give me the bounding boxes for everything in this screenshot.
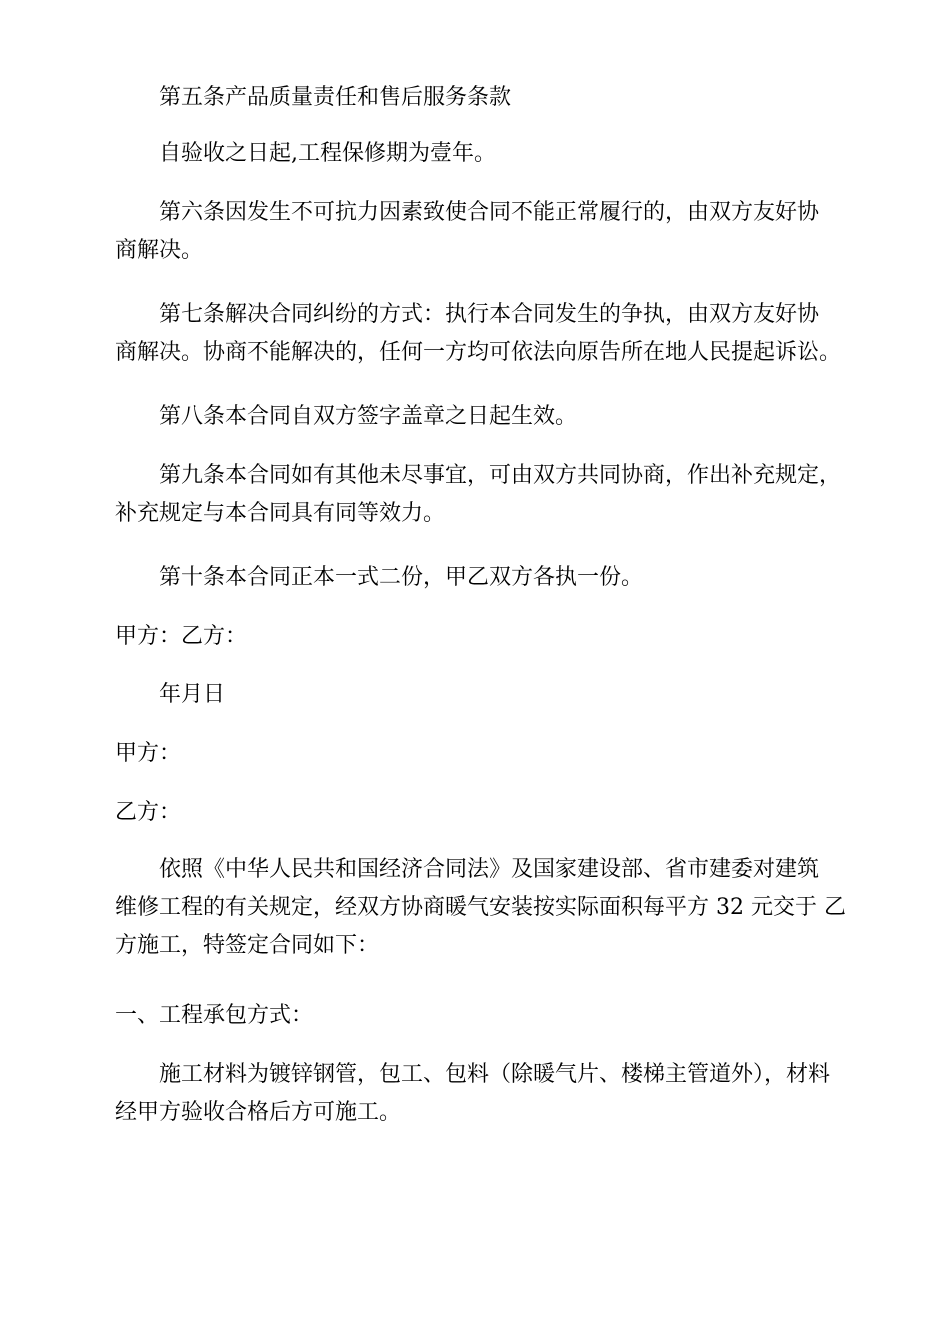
article-5-heading: 第五条产品质量责任和售后服务条款 — [159, 85, 512, 110]
warranty-period-text: 自验收之日起,工程保修期为壹年。 — [159, 141, 496, 166]
parties-signature-line: 甲方：乙方： — [115, 624, 248, 649]
article-6-paragraph: 第六条因发生不可抗力因素致使合同不能正常履行的，由双方友好协 商解决。 — [115, 200, 820, 263]
article-10-paragraph: 第十条本合同正本一式二份，甲乙双方各执一份。 — [159, 565, 644, 590]
article-7-paragraph: 第七条解决合同纠纷的方式：执行本合同发生的争执，由双方友好协 商解决。协商不能解决的，任何一方均可依法向原告所在地人民提起诉讼。 — [115, 302, 842, 365]
party-a-label: 甲方： — [115, 741, 182, 766]
section-1-body: 施工材料为镀锌钢管，包工、包料（除暖气片、楼梯主管道外），材料 经甲方验收合格后方可施工。 — [115, 1062, 831, 1125]
contract-preamble: 依照《中华人民共和国经济合同法》及国家建设部、省市建委对建筑 维修工程的有关规定，经双方协商暖气安装按实际面积每平方 32 元交于 乙 方施工，特签定合同如下： — [115, 857, 846, 958]
date-line: 年月日 — [159, 682, 226, 707]
article-9-paragraph: 第九条本合同如有其他未尽事宜，可由双方共同协商，作出补充规定， 补充规定与本合同具有同等效力。 — [115, 463, 842, 526]
party-b-label: 乙方： — [115, 800, 182, 825]
section-1-heading: 一、工程承包方式： — [115, 1003, 314, 1028]
article-8-paragraph: 第八条本合同自双方签字盖章之日起生效。 — [159, 404, 578, 429]
